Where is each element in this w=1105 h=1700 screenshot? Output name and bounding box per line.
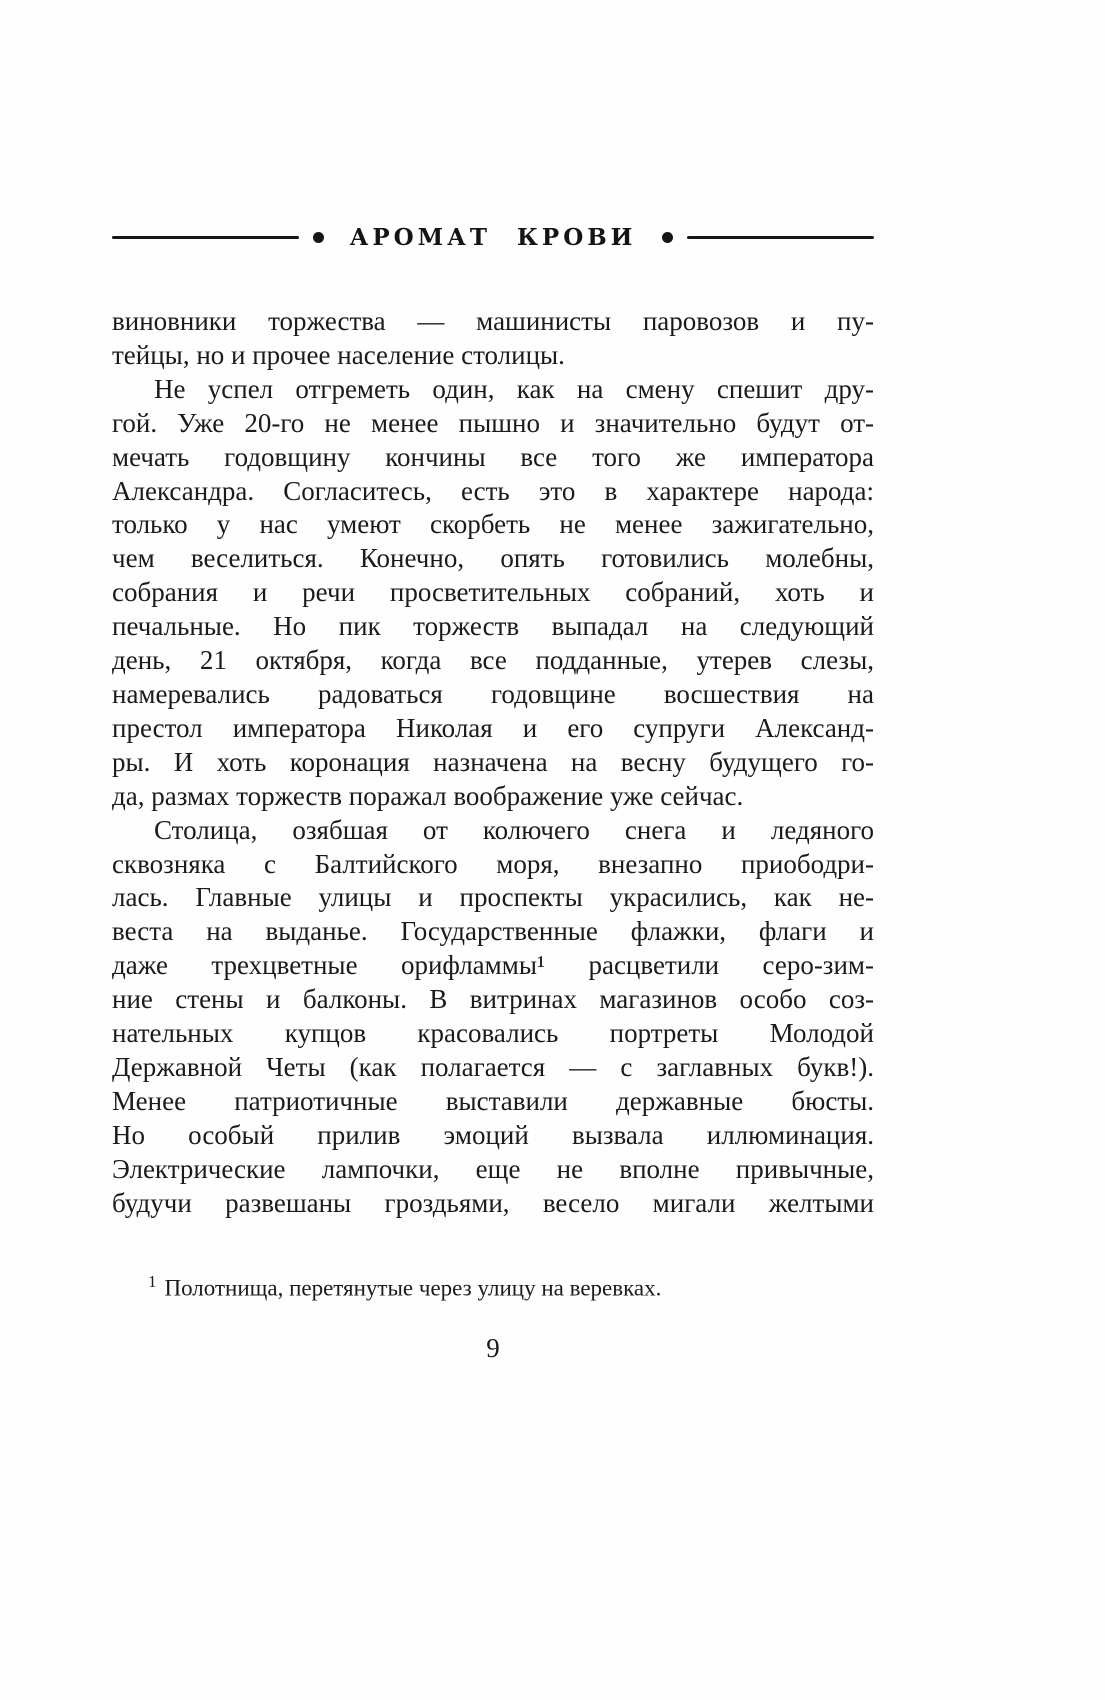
text-line: Столица, озябшая от колючего снега и ледяного (154, 814, 874, 845)
chapter-header (112, 224, 874, 251)
text-line: Александра. Согласитесь, есть это в характере народа: (112, 475, 874, 506)
text-line: день, 21 октября, когда все подданные, утерев слезы, (112, 645, 874, 676)
text-line: гой. Уже 20-го не менее пышно и значительно будут от- (112, 407, 874, 438)
text-line: веста на выданье. Государственные флажки, флаги и (112, 916, 874, 947)
text-line: Не успел отгреметь один, как на смену спешит дру- (154, 373, 874, 404)
text-line: Державной Четы (как полагается — с заглавных букв!). (112, 1051, 874, 1082)
text-line: ры. И хоть коронация назначена на весну будущего го- (112, 746, 874, 777)
header-rule-left (112, 236, 299, 239)
text-line: только у нас умеют скорбеть не менее зажигательно, (112, 509, 874, 540)
header-ornament-dot-right (662, 232, 673, 243)
text-line: лась. Главные улицы и проспекты украсились, как не- (112, 882, 874, 913)
text-line: престол императора Николая и его супруги Александ- (112, 712, 874, 743)
footnote (112, 1268, 874, 1303)
header-rule-right (687, 236, 874, 239)
text-line: сквозняка с Балтийского моря, внезапно приободри- (112, 848, 874, 879)
text-line: будучи развешаны гроздьями, весело мигали желтыми (112, 1187, 874, 1218)
footnote-marker: 1 (148, 1272, 157, 1292)
text-column (112, 0, 874, 1364)
text-line: даже трехцветные орифламмы¹ расцветили серо-зим- (112, 950, 874, 981)
footnote-text: Полотнища, перетянутые через улицу на веревках. (164, 1276, 662, 1302)
text-line: Электрические лампочки, еще не вполне привычные, (112, 1153, 874, 1184)
text-line: нательных купцов красовались портреты Молодой (112, 1018, 874, 1049)
page-number: 9 (486, 1333, 500, 1364)
text-line: ние стены и балконы. В витринах магазинов особо соз- (112, 984, 874, 1015)
text-line: намеревались радоваться годовщине восшествия на (112, 678, 874, 709)
text-line: мечать годовщину кончины все того же императора (112, 441, 874, 472)
text-line: чем веселиться. Конечно, опять готовились молебны, (112, 543, 874, 574)
text-line: печальные. Но пик торжеств выпадал на следующий (112, 611, 874, 642)
text-line: Менее патриотичные выставили державные бюсты. (112, 1085, 874, 1116)
text-line: да, размах торжеств поражал воображение уже сейчас. (112, 780, 744, 811)
book-title: АРОМАТ КРОВИ (349, 224, 637, 251)
header-ornament-dot-left (313, 232, 324, 243)
text-line: Но особый прилив эмоций вызвала иллюминация. (112, 1119, 874, 1150)
text-line: тейцы, но и прочее население столицы. (112, 339, 565, 370)
body-text (112, 305, 874, 1220)
text-line: собрания и речи просветительных собраний, хоть и (112, 577, 874, 608)
text-line: виновники торжества — машинисты паровозов и пу- (112, 306, 874, 336)
